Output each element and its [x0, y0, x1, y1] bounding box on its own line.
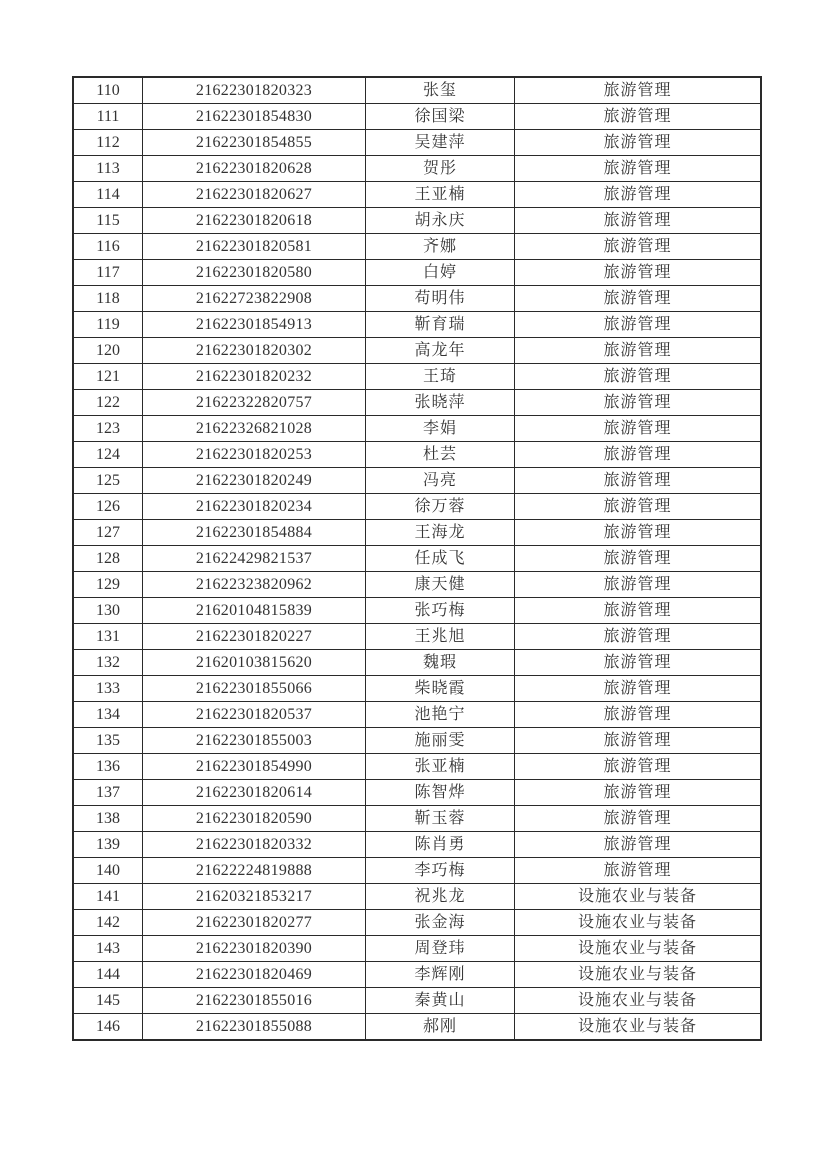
table-row	[73, 936, 761, 962]
student-id-cell: 21622301854884	[143, 520, 366, 546]
student-id-cell: 21620104815839	[143, 598, 366, 624]
student-name-cell: 李辉刚	[366, 962, 515, 988]
table-row	[73, 676, 761, 702]
major-cell: 旅游管理	[515, 234, 762, 260]
student-name-cell: 靳玉蓉	[366, 806, 515, 832]
row-number-cell: 114	[73, 182, 143, 208]
student-name-cell: 白婷	[366, 260, 515, 286]
student-name-cell: 陈肖勇	[366, 832, 515, 858]
row-number-cell: 136	[73, 754, 143, 780]
student-name-cell: 李娟	[366, 416, 515, 442]
student-name-cell: 陈智烨	[366, 780, 515, 806]
row-number-cell: 141	[73, 884, 143, 910]
table-row	[73, 77, 761, 104]
student-name-cell: 池艳宁	[366, 702, 515, 728]
major-cell: 旅游管理	[515, 494, 762, 520]
row-number-cell: 118	[73, 286, 143, 312]
major-cell: 旅游管理	[515, 182, 762, 208]
row-number-cell: 124	[73, 442, 143, 468]
student-id-cell: 21622301820628	[143, 156, 366, 182]
student-name-cell: 杜芸	[366, 442, 515, 468]
student-id-cell: 21622301820323	[143, 77, 366, 104]
student-name-cell: 胡永庆	[366, 208, 515, 234]
major-cell: 旅游管理	[515, 416, 762, 442]
student-id-cell: 21622301820580	[143, 260, 366, 286]
table-row	[73, 416, 761, 442]
student-name-cell: 王琦	[366, 364, 515, 390]
major-cell: 旅游管理	[515, 468, 762, 494]
student-name-cell: 郝刚	[366, 1014, 515, 1041]
student-name-cell: 张亚楠	[366, 754, 515, 780]
student-name-cell: 李巧梅	[366, 858, 515, 884]
major-cell: 设施农业与装备	[515, 988, 762, 1014]
student-id-cell: 21622224819888	[143, 858, 366, 884]
major-cell: 旅游管理	[515, 650, 762, 676]
major-cell: 旅游管理	[515, 520, 762, 546]
student-name-cell: 王兆旭	[366, 624, 515, 650]
row-number-cell: 145	[73, 988, 143, 1014]
major-cell: 旅游管理	[515, 858, 762, 884]
major-cell: 设施农业与装备	[515, 1014, 762, 1041]
student-id-cell: 21622301820227	[143, 624, 366, 650]
major-cell: 旅游管理	[515, 598, 762, 624]
student-name-cell: 高龙年	[366, 338, 515, 364]
row-number-cell: 143	[73, 936, 143, 962]
row-number-cell: 130	[73, 598, 143, 624]
major-cell: 旅游管理	[515, 338, 762, 364]
student-name-cell: 苟明伟	[366, 286, 515, 312]
major-cell: 旅游管理	[515, 390, 762, 416]
row-number-cell: 144	[73, 962, 143, 988]
table-row	[73, 520, 761, 546]
table-row	[73, 702, 761, 728]
major-cell: 旅游管理	[515, 572, 762, 598]
student-name-cell: 王海龙	[366, 520, 515, 546]
student-id-cell: 21622301855016	[143, 988, 366, 1014]
student-id-cell: 21622301855088	[143, 1014, 366, 1041]
table-row	[73, 364, 761, 390]
table-row	[73, 546, 761, 572]
table-row	[73, 832, 761, 858]
table-row	[73, 962, 761, 988]
table-row	[73, 130, 761, 156]
student-id-cell: 21622301820234	[143, 494, 366, 520]
student-name-cell: 周登玮	[366, 936, 515, 962]
student-name-cell: 任成飞	[366, 546, 515, 572]
table-body	[73, 77, 761, 1040]
major-cell: 旅游管理	[515, 624, 762, 650]
student-id-cell: 21622301854830	[143, 104, 366, 130]
major-cell: 旅游管理	[515, 676, 762, 702]
student-id-cell: 21622301820618	[143, 208, 366, 234]
row-number-cell: 111	[73, 104, 143, 130]
table-row	[73, 442, 761, 468]
table-row	[73, 858, 761, 884]
table-row	[73, 260, 761, 286]
row-number-cell: 132	[73, 650, 143, 676]
row-number-cell: 113	[73, 156, 143, 182]
student-id-cell: 21622301820249	[143, 468, 366, 494]
student-id-cell: 21622301820581	[143, 234, 366, 260]
table-row	[73, 104, 761, 130]
student-name-cell: 柴晓霞	[366, 676, 515, 702]
student-id-cell: 21620103815620	[143, 650, 366, 676]
row-number-cell: 117	[73, 260, 143, 286]
row-number-cell: 116	[73, 234, 143, 260]
student-id-cell: 21622322820757	[143, 390, 366, 416]
student-id-cell: 21622301854855	[143, 130, 366, 156]
major-cell: 旅游管理	[515, 208, 762, 234]
major-cell: 设施农业与装备	[515, 962, 762, 988]
student-name-cell: 张玺	[366, 77, 515, 104]
table-row	[73, 728, 761, 754]
major-cell: 旅游管理	[515, 77, 762, 104]
major-cell: 旅游管理	[515, 754, 762, 780]
student-name-cell: 徐国梁	[366, 104, 515, 130]
student-id-cell: 21622323820962	[143, 572, 366, 598]
row-number-cell: 134	[73, 702, 143, 728]
major-cell: 旅游管理	[515, 312, 762, 338]
table-row	[73, 988, 761, 1014]
major-cell: 设施农业与装备	[515, 910, 762, 936]
row-number-cell: 110	[73, 77, 143, 104]
row-number-cell: 119	[73, 312, 143, 338]
table-row	[73, 312, 761, 338]
table-row	[73, 780, 761, 806]
student-id-cell: 21622326821028	[143, 416, 366, 442]
student-id-cell: 21622301820253	[143, 442, 366, 468]
student-name-cell: 徐万蓉	[366, 494, 515, 520]
table-row	[73, 572, 761, 598]
student-name-cell: 施丽雯	[366, 728, 515, 754]
row-number-cell: 137	[73, 780, 143, 806]
student-name-cell: 王亚楠	[366, 182, 515, 208]
major-cell: 旅游管理	[515, 832, 762, 858]
row-number-cell: 131	[73, 624, 143, 650]
student-id-cell: 21622301855066	[143, 676, 366, 702]
student-name-cell: 靳育瑞	[366, 312, 515, 338]
student-id-cell: 21622723822908	[143, 286, 366, 312]
row-number-cell: 122	[73, 390, 143, 416]
table-row	[73, 182, 761, 208]
student-name-cell: 祝兆龙	[366, 884, 515, 910]
table-row	[73, 494, 761, 520]
table-row	[73, 884, 761, 910]
table-row	[73, 910, 761, 936]
student-name-cell: 张巧梅	[366, 598, 515, 624]
table-row	[73, 390, 761, 416]
major-cell: 旅游管理	[515, 806, 762, 832]
row-number-cell: 112	[73, 130, 143, 156]
major-cell: 设施农业与装备	[515, 884, 762, 910]
student-name-cell: 张金海	[366, 910, 515, 936]
student-name-cell: 秦黄山	[366, 988, 515, 1014]
student-id-cell: 21620321853217	[143, 884, 366, 910]
student-id-cell: 21622301854913	[143, 312, 366, 338]
student-name-cell: 吴建萍	[366, 130, 515, 156]
row-number-cell: 133	[73, 676, 143, 702]
table-row	[73, 208, 761, 234]
major-cell: 旅游管理	[515, 260, 762, 286]
row-number-cell: 115	[73, 208, 143, 234]
student-roster-table	[72, 76, 762, 1041]
table-row	[73, 468, 761, 494]
row-number-cell: 138	[73, 806, 143, 832]
row-number-cell: 142	[73, 910, 143, 936]
row-number-cell: 146	[73, 1014, 143, 1041]
major-cell: 旅游管理	[515, 286, 762, 312]
table-row	[73, 1014, 761, 1041]
table-row	[73, 234, 761, 260]
row-number-cell: 123	[73, 416, 143, 442]
table-row	[73, 650, 761, 676]
student-name-cell: 贺彤	[366, 156, 515, 182]
major-cell: 旅游管理	[515, 442, 762, 468]
row-number-cell: 120	[73, 338, 143, 364]
row-number-cell: 139	[73, 832, 143, 858]
student-id-cell: 21622301854990	[143, 754, 366, 780]
table-row	[73, 338, 761, 364]
table-row	[73, 754, 761, 780]
student-id-cell: 21622301820332	[143, 832, 366, 858]
major-cell: 设施农业与装备	[515, 936, 762, 962]
major-cell: 旅游管理	[515, 546, 762, 572]
major-cell: 旅游管理	[515, 104, 762, 130]
major-cell: 旅游管理	[515, 702, 762, 728]
student-id-cell: 21622301820469	[143, 962, 366, 988]
student-name-cell: 康天健	[366, 572, 515, 598]
row-number-cell: 135	[73, 728, 143, 754]
row-number-cell: 140	[73, 858, 143, 884]
table-row	[73, 286, 761, 312]
student-id-cell: 21622301820302	[143, 338, 366, 364]
row-number-cell: 125	[73, 468, 143, 494]
table-row	[73, 806, 761, 832]
student-id-cell: 21622301820590	[143, 806, 366, 832]
student-id-cell: 21622301820277	[143, 910, 366, 936]
row-number-cell: 127	[73, 520, 143, 546]
major-cell: 旅游管理	[515, 156, 762, 182]
row-number-cell: 121	[73, 364, 143, 390]
row-number-cell: 129	[73, 572, 143, 598]
row-number-cell: 128	[73, 546, 143, 572]
student-id-cell: 21622301855003	[143, 728, 366, 754]
student-id-cell: 21622429821537	[143, 546, 366, 572]
table-row	[73, 624, 761, 650]
student-name-cell: 张晓萍	[366, 390, 515, 416]
table-row	[73, 156, 761, 182]
student-name-cell: 魏瑕	[366, 650, 515, 676]
student-id-cell: 21622301820627	[143, 182, 366, 208]
student-name-cell: 冯亮	[366, 468, 515, 494]
table-row	[73, 598, 761, 624]
major-cell: 旅游管理	[515, 780, 762, 806]
student-id-cell: 21622301820537	[143, 702, 366, 728]
student-id-cell: 21622301820232	[143, 364, 366, 390]
major-cell: 旅游管理	[515, 728, 762, 754]
row-number-cell: 126	[73, 494, 143, 520]
major-cell: 旅游管理	[515, 130, 762, 156]
major-cell: 旅游管理	[515, 364, 762, 390]
student-name-cell: 齐娜	[366, 234, 515, 260]
student-id-cell: 21622301820614	[143, 780, 366, 806]
student-id-cell: 21622301820390	[143, 936, 366, 962]
